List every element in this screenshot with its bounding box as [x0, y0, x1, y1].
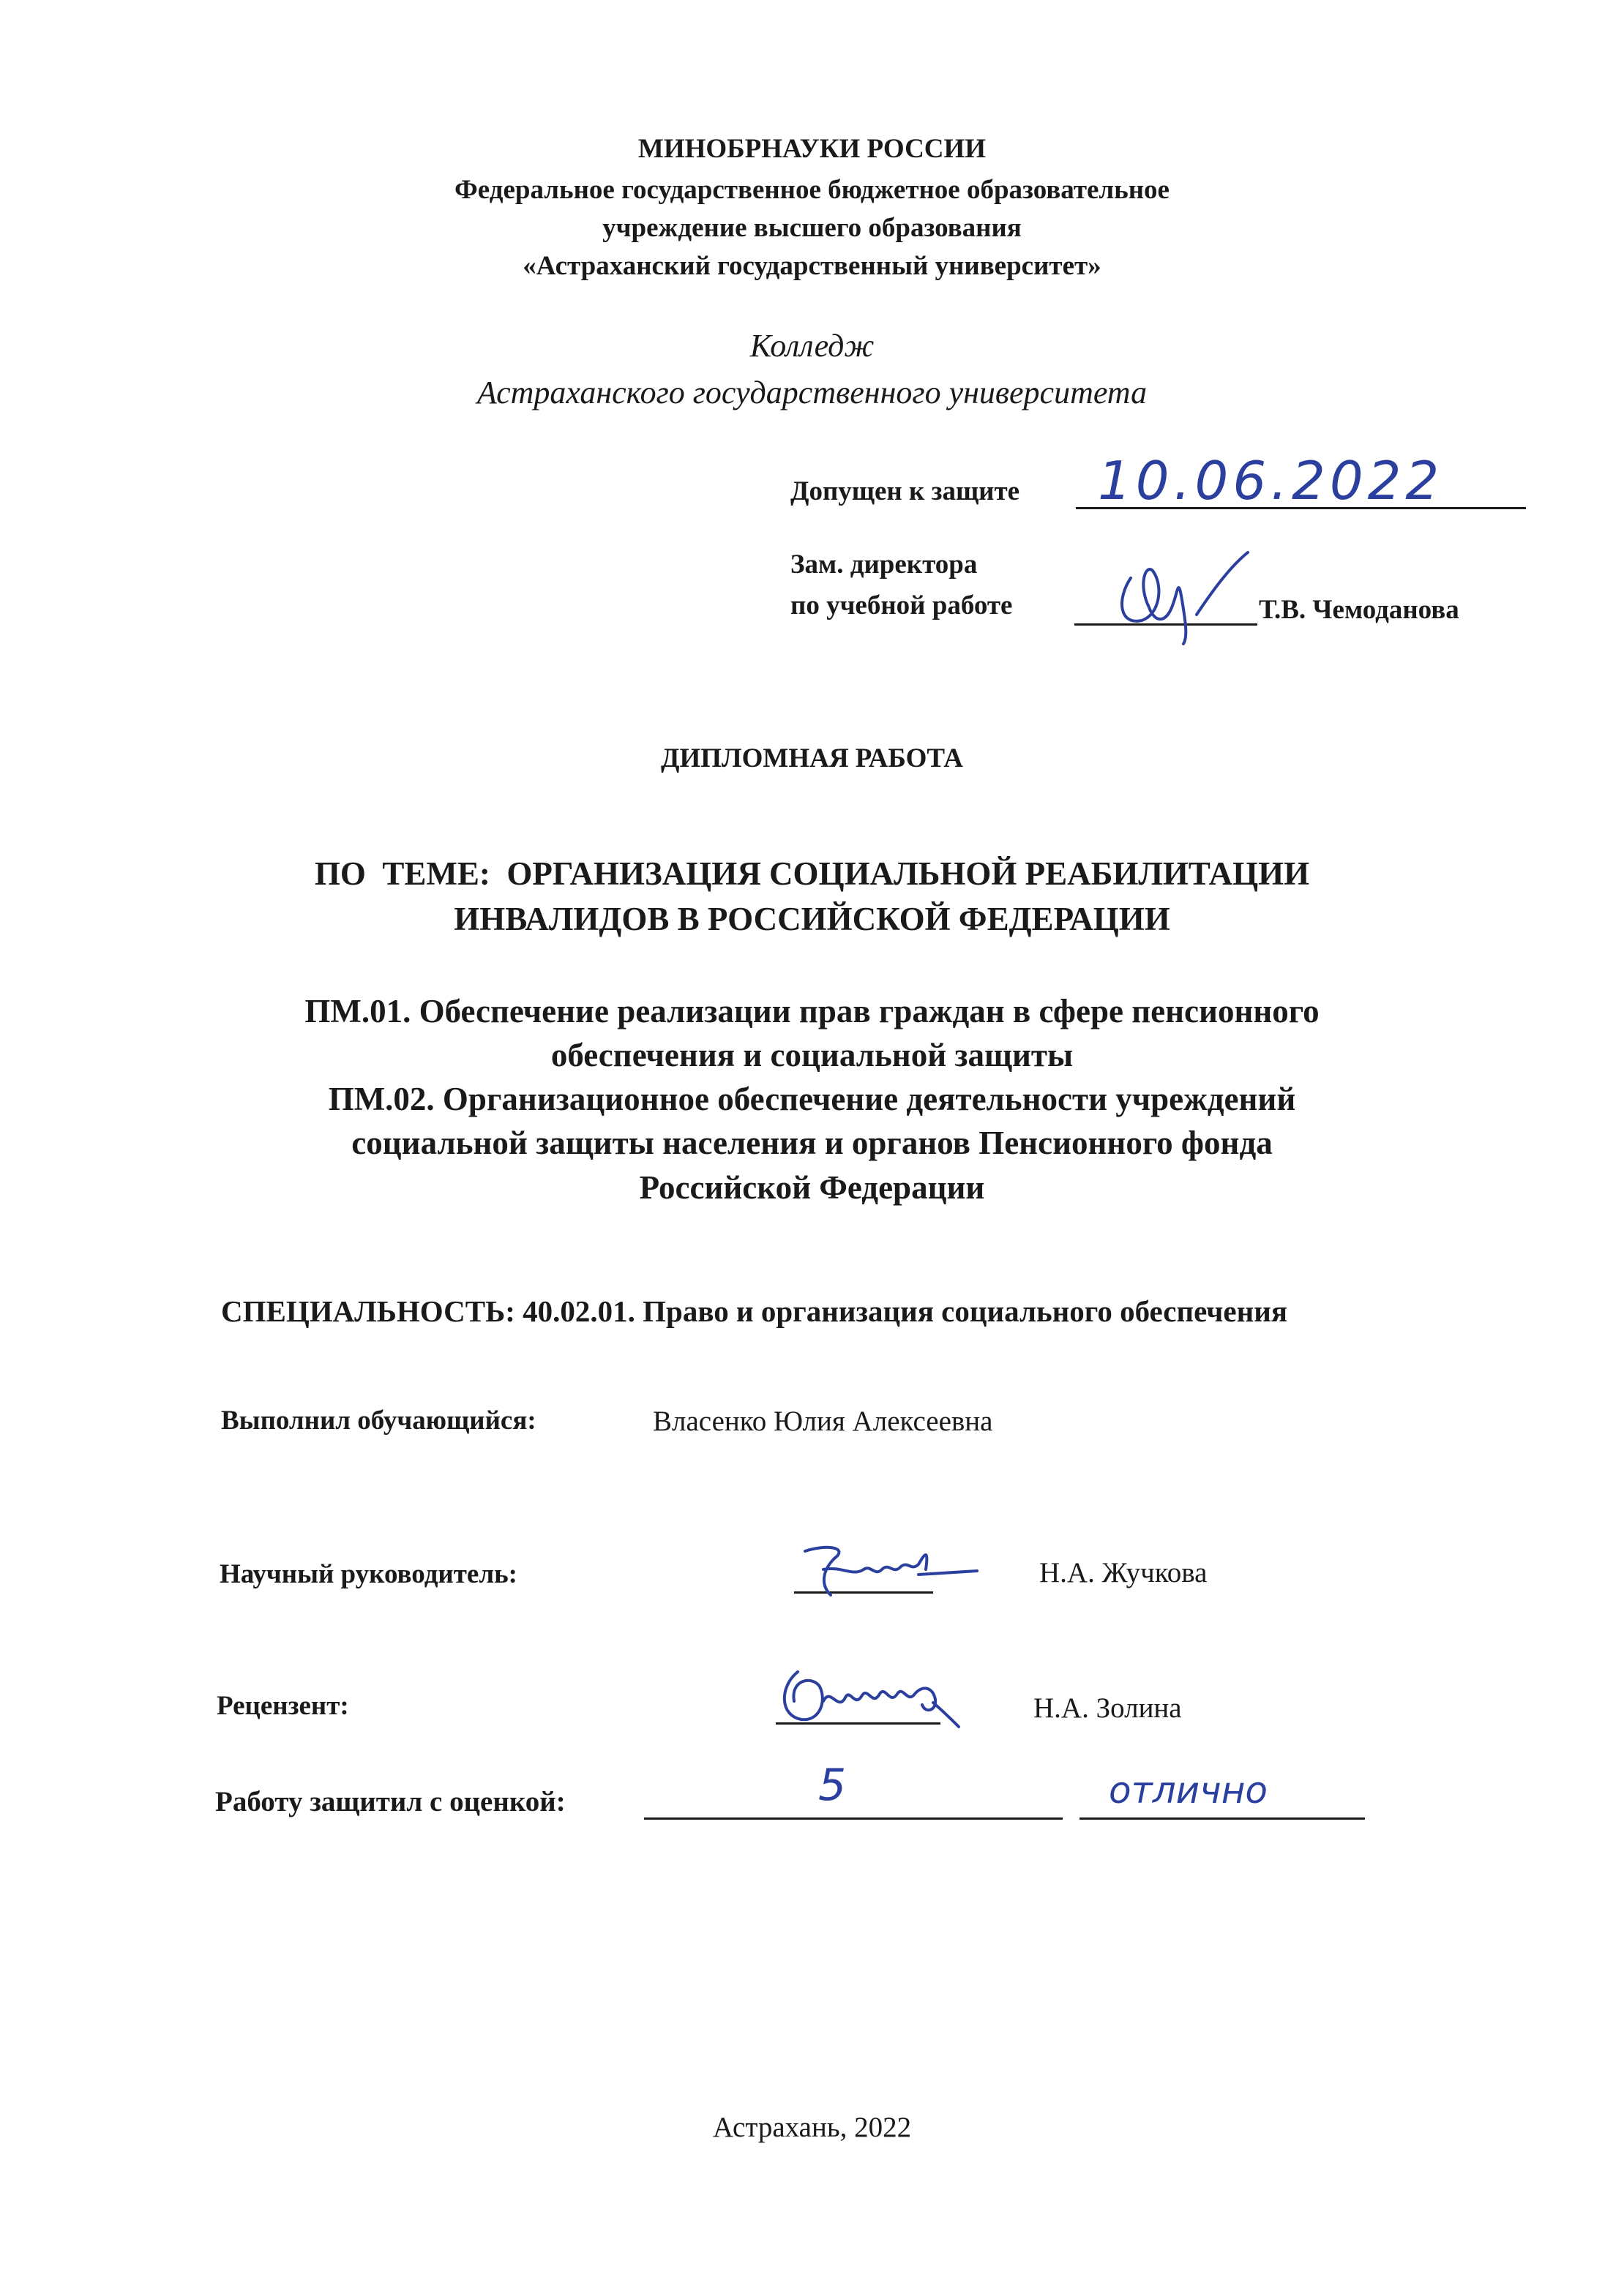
organization-line-1: Федеральное государственное бюджетное образовательное — [454, 175, 1170, 205]
grade-score-handwritten: 5 — [818, 1760, 847, 1811]
college-line-2: Астраханского государственного университета — [476, 375, 1148, 410]
deputy-label-line-2: по учебной работе — [790, 590, 1013, 620]
specialty: СПЕЦИАЛЬНОСТЬ: 40.02.01. Право и организация социального обеспечения — [221, 1294, 1288, 1328]
deputy-name: Т.В. Чемоданова — [1259, 595, 1459, 625]
work-type-title: ДИПЛОМНАЯ РАБОТА — [661, 743, 963, 773]
admitted-date-handwritten: 10.06.2022 — [1098, 450, 1444, 511]
reviewer-signature — [768, 1657, 988, 1738]
grade-label: Работу защитил с оценкой: — [215, 1786, 566, 1817]
deputy-label-line-1: Зам. директора — [790, 549, 978, 579]
grade-word-handwritten: отлично — [1109, 1769, 1268, 1812]
reviewer-name: Н.А. Золина — [1033, 1692, 1182, 1724]
university-name: «Астраханский государственный университет» — [523, 251, 1101, 281]
supervisor-signature — [790, 1529, 981, 1610]
student-name: Власенко Юлия Алексеевна — [653, 1406, 993, 1437]
module-pm01-line-1: ПМ.01. Обеспечение реализации прав граждан в сфере пенсионного — [304, 993, 1320, 1029]
module-pm02-line-2: социальной защиты населения и органов Пенсионного фонда — [351, 1125, 1273, 1161]
grade-word-line — [1079, 1817, 1365, 1820]
topic-line-2: ИНВАЛИДОВ В РОССИЙСКОЙ ФЕДЕРАЦИИ — [454, 901, 1170, 937]
admitted-label: Допущен к защите — [790, 476, 1020, 506]
supervisor-label: Научный руководитель: — [220, 1559, 517, 1589]
college-line-1: Колледж — [749, 328, 875, 364]
module-pm01-line-2: обеспечения и социальной защиты — [550, 1037, 1074, 1073]
module-pm02-line-3: Российской Федерации — [639, 1169, 985, 1206]
organization-line-2: учреждение высшего образования — [602, 213, 1022, 243]
ministry-title: МИНОБРНАУКИ РОССИИ — [637, 134, 987, 164]
student-label: Выполнил обучающийся: — [221, 1406, 536, 1436]
topic-line-1: ПО ТЕМЕ: ОРГАНИЗАЦИЯ СОЦИАЛЬНОЙ РЕАБИЛИТАЦИИ — [314, 855, 1310, 892]
deputy-signature — [1109, 534, 1262, 644]
reviewer-label: Рецензент: — [217, 1691, 349, 1721]
supervisor-name: Н.А. Жучкова — [1039, 1557, 1208, 1588]
grade-score-line — [644, 1817, 1063, 1820]
module-pm02-line-1: ПМ.02. Организационное обеспечение деятельности учреждений — [328, 1081, 1296, 1117]
city-year: Астрахань, 2022 — [712, 2112, 912, 2143]
